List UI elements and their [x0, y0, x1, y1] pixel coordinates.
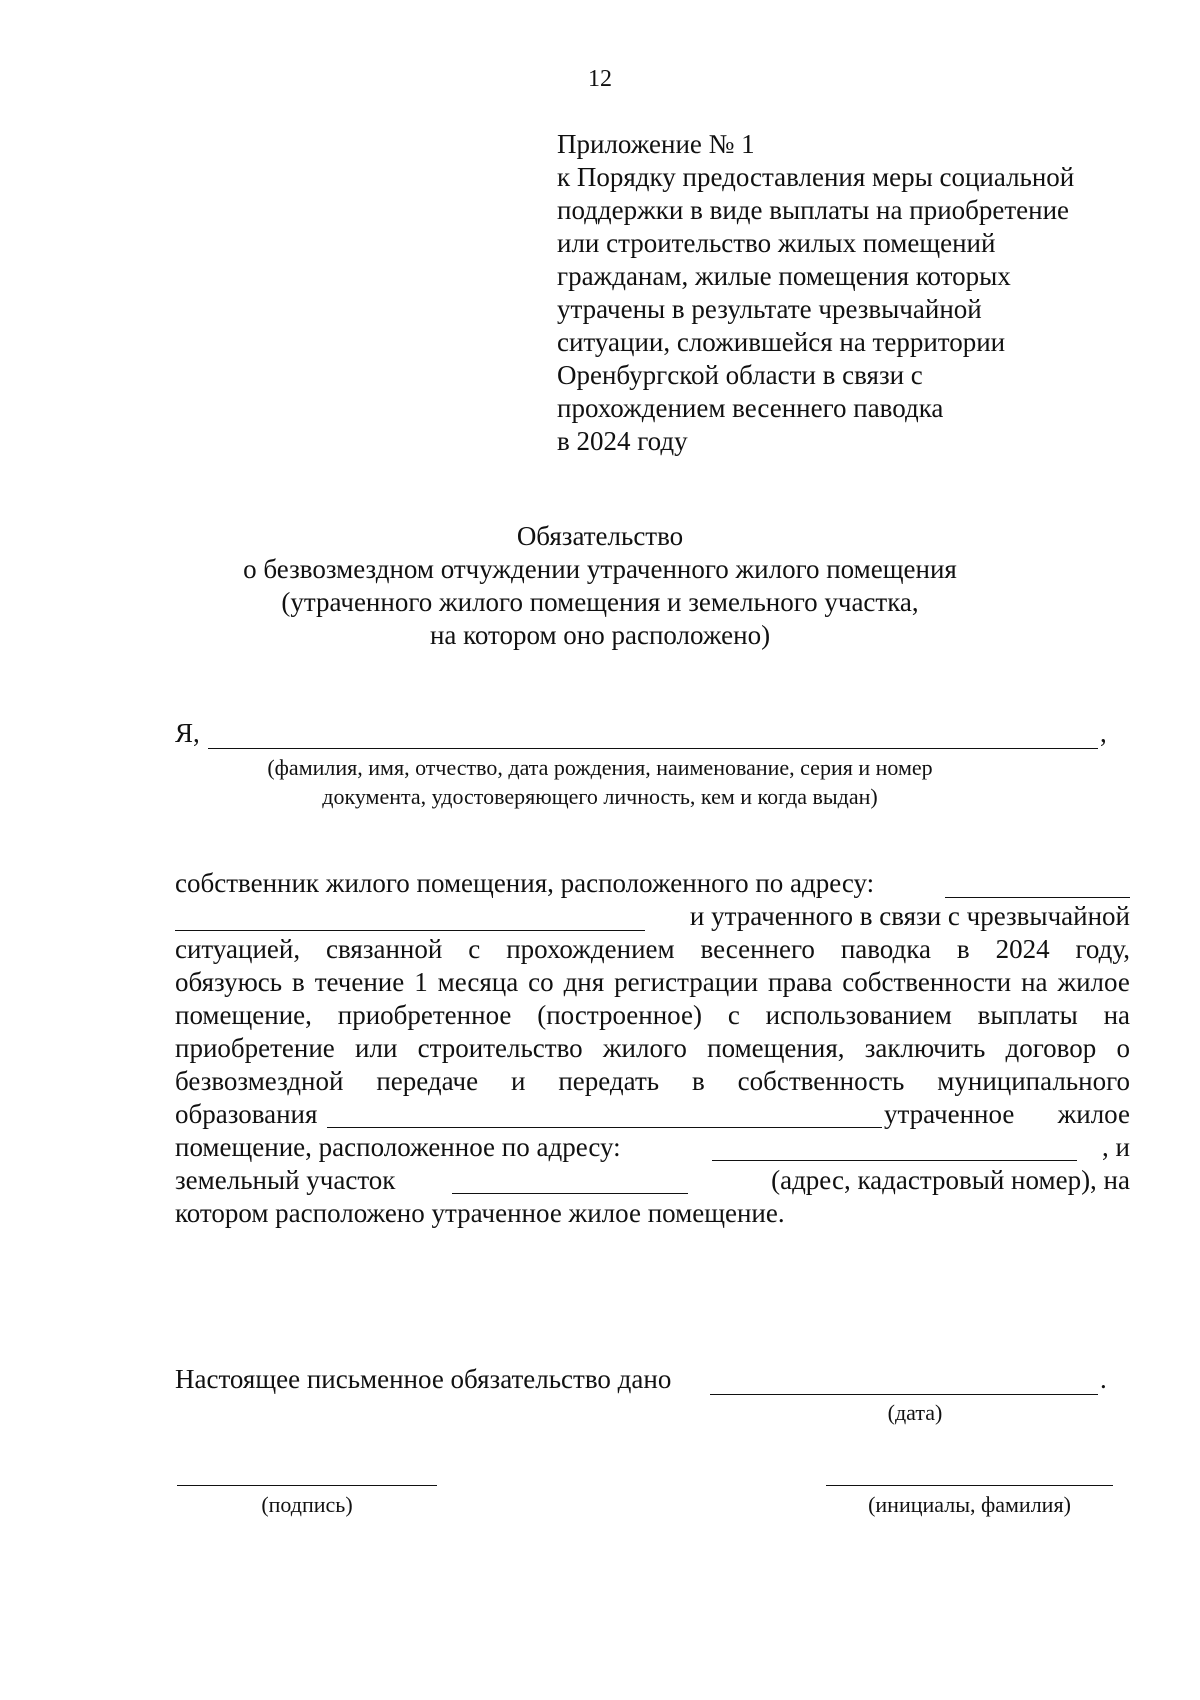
declarant-hint: (фамилия, имя, отчество, дата рождения, наименование, серия и номер	[267, 755, 933, 780]
appendix-line: Оренбургской области в связи с	[557, 360, 923, 390]
word: на	[1103, 1000, 1130, 1030]
title-line: Обязательство	[516, 521, 684, 551]
word: приобретенное	[337, 1000, 512, 1030]
appendix-line: утрачены в результате чрезвычайной	[557, 294, 982, 324]
word: году,	[1075, 934, 1130, 964]
word: паводка	[840, 934, 931, 964]
body-line	[175, 1066, 1130, 1097]
word: передаче	[376, 1066, 479, 1096]
word: связанной	[326, 934, 443, 964]
word: в	[956, 934, 970, 964]
word: договор	[1005, 1033, 1097, 1063]
date-blank[interactable]	[710, 1394, 1098, 1395]
name-hint: (инициалы, фамилия)	[868, 1492, 1071, 1517]
word: права	[768, 967, 833, 997]
body-line	[175, 1033, 1130, 1064]
word: 1	[414, 967, 428, 997]
word: со	[528, 967, 554, 997]
word: строительство	[417, 1033, 583, 1063]
word: собственности	[842, 967, 1012, 997]
word: в	[691, 1066, 705, 1096]
body-line: помещение, расположенное по адресу:	[175, 1132, 621, 1162]
given-end: .	[1100, 1364, 1107, 1394]
municipality-blank[interactable]	[327, 1127, 882, 1128]
word: с	[727, 1000, 740, 1030]
word: ситуацией,	[175, 934, 301, 964]
address-blank[interactable]	[945, 897, 1130, 898]
word: дня	[563, 967, 605, 997]
word: (построенное)	[537, 1000, 702, 1030]
word: месяца	[437, 967, 519, 997]
word: передать	[558, 1066, 660, 1096]
appendix-line: Приложение № 1	[557, 129, 755, 159]
word: жилое	[1057, 967, 1130, 997]
word: жилого	[602, 1033, 687, 1063]
word: на	[1021, 967, 1048, 997]
word: заключить	[864, 1033, 986, 1063]
document-title	[0, 520, 1200, 652]
body-line: образования	[175, 1099, 318, 1129]
name-blank[interactable]	[826, 1485, 1113, 1486]
word: или	[355, 1033, 398, 1063]
body-line	[175, 934, 1130, 965]
body-line: утраченное	[884, 1099, 1015, 1129]
appendix-line: к Порядку предоставления меры социальной	[557, 162, 1075, 192]
appendix-line: в 2024 году	[557, 426, 688, 456]
word: регистрации	[614, 967, 759, 997]
body-line: , и	[1102, 1132, 1130, 1162]
body-line: и утраченного в связи с чрезвычайной	[689, 901, 1130, 931]
title-line: на котором оно расположено)	[429, 620, 771, 650]
word: помещение,	[175, 1000, 312, 1030]
address-blank-continued[interactable]	[175, 930, 645, 931]
lost-address-blank[interactable]	[712, 1160, 1077, 1161]
appendix-line: или строительство жилых помещений	[557, 228, 996, 258]
word: в	[292, 967, 305, 997]
word: течение	[314, 967, 405, 997]
declarant-prefix: Я,	[175, 718, 200, 748]
body-line: земельный участок	[175, 1165, 396, 1195]
land-plot-blank[interactable]	[452, 1193, 688, 1194]
title-line: (утраченного жилого помещения и земельного участка,	[281, 587, 919, 617]
signature-hint: (подпись)	[261, 1492, 353, 1517]
declarant-hint: документа, удостоверяющего личность, кем и когда выдан)	[322, 784, 878, 809]
word: безвозмездной	[175, 1066, 344, 1096]
appendix-header	[557, 128, 1117, 458]
appendix-line: ситуации, сложившейся на территории	[557, 327, 1006, 357]
title-line: о безвозмездном отчуждении утраченного жилого помещения	[243, 554, 957, 584]
declarant-blank[interactable]	[208, 748, 1098, 749]
word: обязуюсь	[175, 967, 283, 997]
word: использованием	[765, 1000, 952, 1030]
word: помещения,	[707, 1033, 845, 1063]
body-line: (адрес, кадастровый номер), на	[771, 1165, 1130, 1195]
appendix-line: поддержки в виде выплаты на приобретение	[557, 195, 1070, 225]
date-hint: (дата)	[887, 1400, 943, 1425]
word: приобретение	[175, 1033, 335, 1063]
page-number: 12	[588, 66, 612, 92]
appendix-line: гражданам, жилые помещения которых	[557, 261, 1011, 291]
body-line: котором расположено утраченное жилое помещение.	[175, 1198, 785, 1228]
body-line	[175, 967, 1130, 998]
word: выплаты	[977, 1000, 1078, 1030]
word: муниципального	[937, 1066, 1130, 1096]
body-line: жилое	[1057, 1099, 1130, 1129]
body-line	[175, 1000, 1130, 1031]
signature-blank[interactable]	[177, 1485, 437, 1486]
word: весеннего	[700, 934, 815, 964]
word: и	[511, 1066, 526, 1096]
appendix-line: прохождением весеннего паводка	[557, 393, 944, 423]
word: с	[468, 934, 481, 964]
word: о	[1116, 1033, 1130, 1063]
body-line: собственник жилого помещения, расположенного по адресу:	[175, 868, 875, 898]
given-statement: Настоящее письменное обязательство дано	[175, 1364, 672, 1394]
word: 2024	[995, 934, 1050, 964]
declarant-suffix: ,	[1100, 718, 1107, 748]
word: собственность	[737, 1066, 905, 1096]
word: прохождением	[506, 934, 675, 964]
